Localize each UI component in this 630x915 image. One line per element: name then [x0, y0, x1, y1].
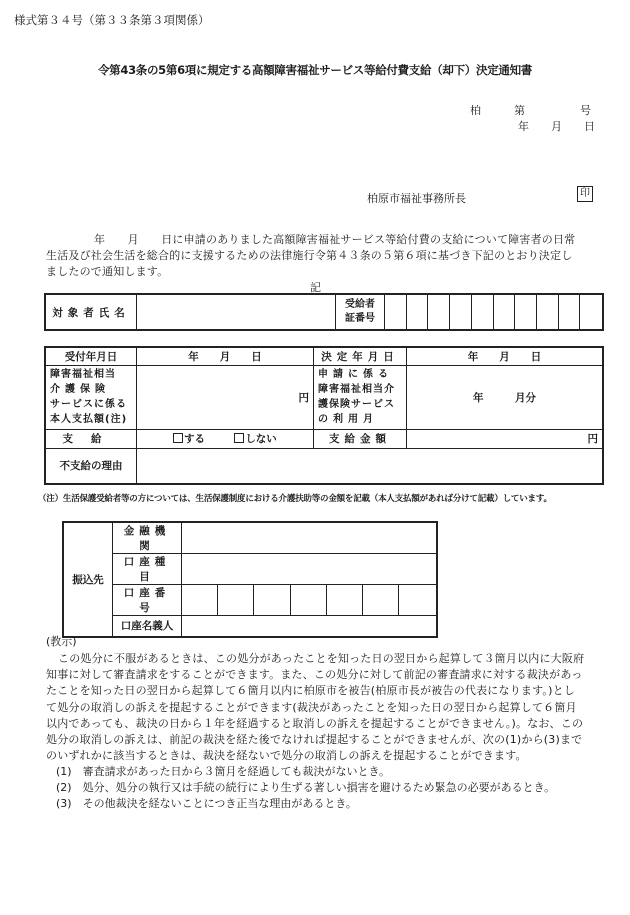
non-payment-reason-field[interactable]	[137, 448, 604, 484]
decision-date-field[interactable]: 年 月 日	[407, 347, 604, 365]
document-number-line: 柏 第 号	[470, 104, 591, 117]
transfer-destination-label: 振込先	[63, 522, 113, 637]
bank-institution-field[interactable]	[182, 522, 438, 554]
cert-digit-cell[interactable]	[493, 294, 515, 330]
subject-name-label: 対象者氏名	[45, 294, 137, 330]
cert-digit-cell[interactable]	[471, 294, 493, 330]
received-date-label: 受付年月日	[45, 347, 137, 365]
cert-digit-cell[interactable]	[428, 294, 450, 330]
account-type-field[interactable]	[182, 554, 438, 585]
cert-digit-cell[interactable]	[537, 294, 559, 330]
certificate-number-label: 受給者 証番号	[336, 294, 385, 330]
checkbox-icon	[173, 433, 183, 443]
account-digit-cell[interactable]	[290, 585, 326, 616]
decision-date-label: 決定年月日	[314, 347, 407, 365]
account-digit-cell[interactable]	[218, 585, 254, 616]
notice-paragraph: 年 月 日に申請のありました高額障害福祉サービス等給付費の支給について障害者の日常生活及び社会生活を総合的に支援するための法律施行令第４３条の５第６項に基づき下記のとおり決定しましたので通知します。	[46, 233, 576, 278]
cert-digit-cell[interactable]	[450, 294, 472, 330]
subject-table	[44, 293, 604, 331]
payment-amount-field[interactable]: 円	[407, 429, 604, 448]
non-payment-reason-label: 不支給の理由	[45, 448, 137, 484]
instruction-item: (3) その他裁決を経ないことにつき正当な理由があるとき。	[56, 797, 357, 810]
issuer-name: 柏原市福祉事務所長	[367, 192, 466, 205]
footnote: （注）生活保護受給者等の方については、生活保護制度における介護扶助等の金額を記載（本人支払額があれば分けて記載）しています。	[38, 494, 552, 504]
document-title: 令第43条の5第6項に規定する高額障害福祉サービス等給付費支給（却下）決定通知書	[97, 63, 532, 77]
account-holder-field[interactable]	[182, 616, 438, 637]
instruction-item: (1) 審査請求があった日から３箇月を経過しても裁決がないとき。	[56, 765, 391, 778]
copayment-field[interactable]: 円	[137, 365, 314, 429]
seal-mark: 印	[577, 186, 593, 202]
payment-no-checkbox[interactable]: しない	[234, 433, 277, 445]
account-digit-cell[interactable]	[399, 585, 437, 616]
copayment-label: 障害福祉相当 介護保険 サービスに係る 本人支払額(注)	[45, 365, 137, 429]
cert-digit-cell[interactable]	[558, 294, 580, 330]
account-digit-cell[interactable]	[254, 585, 290, 616]
account-digit-cell[interactable]	[363, 585, 399, 616]
cert-digit-cell[interactable]	[580, 294, 603, 330]
account-type-label: 口座種目	[113, 554, 182, 585]
account-holder-label: 口座名義人	[113, 616, 182, 637]
account-number-label: 口座番号	[113, 585, 182, 616]
cert-digit-cell[interactable]	[515, 294, 537, 330]
subject-name-field[interactable]	[137, 294, 336, 330]
bank-institution-label: 金融機関	[113, 522, 182, 554]
received-date-field[interactable]: 年 月 日	[137, 347, 314, 365]
payment-amount-label: 支給金額	[314, 429, 407, 448]
service-month-field[interactable]: 年 月分	[407, 365, 604, 429]
cert-digit-cell[interactable]	[385, 294, 407, 330]
payment-yes-checkbox[interactable]: する	[173, 433, 205, 445]
payment-label: 支給	[45, 429, 137, 448]
payment-options	[137, 429, 314, 448]
bank-table	[62, 521, 438, 638]
service-month-label: 申請に係る 障害福祉相当介 護保険サービス の利用月	[314, 365, 407, 429]
cert-digit-cell[interactable]	[406, 294, 428, 330]
account-digit-cell[interactable]	[326, 585, 362, 616]
form-number: 様式第３４号（第３３条第３項関係）	[14, 13, 210, 27]
document-date-line: 年 月 日	[518, 120, 595, 133]
account-digit-cell[interactable]	[182, 585, 218, 616]
decision-table	[44, 346, 604, 485]
ki-heading: 記	[310, 281, 321, 294]
instruction-heading: (教示)	[46, 635, 77, 648]
instruction-item: (2) 処分、処分の執行又は手続の続行により生ずる著しい損害を避けるため緊急の必要があるとき。	[56, 781, 556, 794]
checkbox-icon	[234, 433, 244, 443]
instruction-paragraph: この処分に不服があるときは、この処分があったことを知った日の翌日から起算して３箇月以内に大阪府知事に対して審査請求をすることができます。また、この処分に対して前記の審査請求に対する裁決があったことを知った日の翌日から起算して６箇月以内に柏原市を被告(柏原市長が被告の代表になります。)として処分の取消しの訴えを提起することができます(裁決があったことを知った日の翌日から起算して６箇月以内であっても、裁決の日から１年を経過すると取消しの訴えを提起することができません。)。なお、この処分の取消しの訴えは、前記の裁決を経た後でなければ提起することができませんが、次の(1)から(3)までのいずれかに該当するときは、裁決を経ないで処分の取消しの訴えを提起することができます。	[46, 652, 585, 763]
